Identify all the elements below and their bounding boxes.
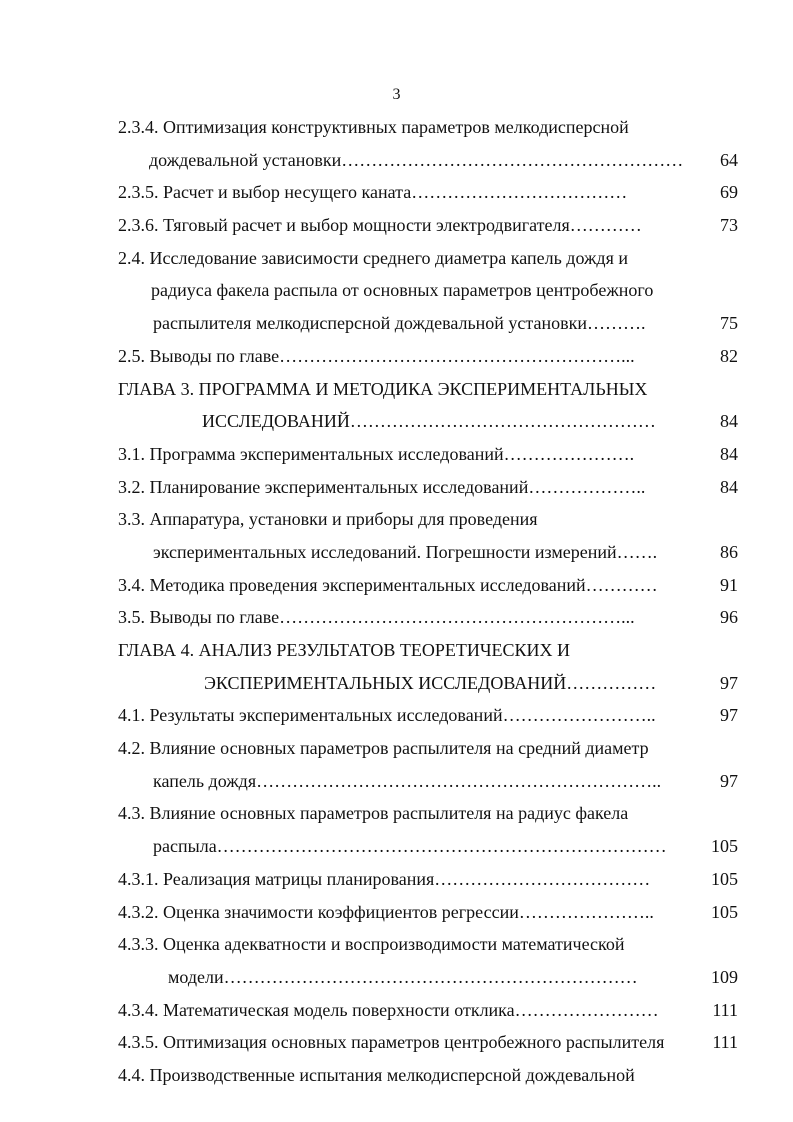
- toc-page: 105: [711, 836, 738, 857]
- toc-text: 4.1. Результаты экспериментальных исследований……………………..: [118, 705, 656, 726]
- toc-page: 84: [720, 476, 738, 497]
- toc-line-chapter-4-b: [118, 667, 738, 700]
- toc-text: 2.3.5. Расчет и выбор несущего каната………………………………: [118, 182, 628, 203]
- toc-line-chapter-3-a: [118, 373, 738, 406]
- toc-line-4-3-4: [118, 994, 738, 1027]
- toc-line-4-3-5: [118, 1026, 738, 1059]
- toc-text: ИССЛЕДОВАНИЙ……………………………………………: [202, 411, 656, 432]
- toc-text: распылителя мелкодисперсной дождевальной установки……….: [153, 313, 646, 334]
- toc-text: радиуса факела распыла от основных параметров центробежного: [151, 280, 654, 301]
- toc-text: дождевальной установки…………………………………………………: [149, 149, 684, 170]
- toc-line-chapter-4-a: [118, 634, 738, 667]
- toc-line-3-4: [118, 569, 738, 602]
- toc-line-2-3-4-a: [118, 111, 738, 144]
- toc-line-4-3-3-b: [118, 961, 738, 994]
- toc-text: 2.4. Исследование зависимости среднего диаметра капель дождя и: [118, 247, 629, 268]
- toc-text: 3.5. Выводы по главе…………………………………………………...: [118, 607, 635, 628]
- toc-page: 105: [711, 868, 738, 889]
- toc-text: 2.3.6. Тяговый расчет и выбор мощности электродвигателя…………: [118, 215, 642, 236]
- toc-line-4-3-2: [118, 896, 738, 929]
- toc-line-4-1: [118, 699, 738, 732]
- toc-line-2-4-a: [118, 242, 738, 275]
- toc-line-4-4: [118, 1059, 738, 1092]
- toc-line-2-3-6: [118, 209, 738, 242]
- toc-page: 97: [720, 770, 738, 791]
- toc-page: 105: [711, 901, 738, 922]
- toc-line-2-3-4-b: [118, 144, 738, 177]
- toc-text: 4.3.1. Реализация матрицы планирования………………………………: [118, 868, 651, 889]
- toc-page: 109: [711, 966, 738, 987]
- toc-text: ГЛАВА 3. ПРОГРАММА И МЕТОДИКА ЭКСПЕРИМЕНТАЛЬНЫХ: [118, 378, 648, 399]
- toc-page: 111: [712, 1032, 738, 1053]
- toc-text: ЭКСПЕРИМЕНТАЛЬНЫХ ИССЛЕДОВАНИЙ……………: [204, 672, 657, 693]
- toc-line-chapter-3-b: [118, 405, 738, 438]
- toc-text: распыла…………………………………………………………………: [153, 836, 667, 857]
- toc-text: 3.2. Планирование экспериментальных исследований………………..: [118, 476, 646, 497]
- toc-line-3-2: [118, 471, 738, 504]
- toc-text: 4.3.2. Оценка значимости коэффициентов регрессии…………………..: [118, 901, 654, 922]
- toc-page: 86: [720, 541, 738, 562]
- toc-text: 4.2. Влияние основных параметров распылителя на средний диаметр: [118, 738, 649, 759]
- toc-text: экспериментальных исследований. Погрешности измерений…….: [153, 541, 658, 562]
- toc-line-3-3-a: [118, 503, 738, 536]
- toc-line-3-3-b: [118, 536, 738, 569]
- toc-page: 97: [720, 672, 738, 693]
- toc-text: ГЛАВА 4. АНАЛИЗ РЕЗУЛЬТАТОВ ТЕОРЕТИЧЕСКИХ И: [118, 640, 571, 660]
- toc-page: 75: [720, 313, 738, 334]
- toc-line-4-3-b: [118, 830, 738, 863]
- toc-line-2-5: [118, 340, 738, 373]
- toc-line-3-5: [118, 601, 738, 634]
- toc-text: 3.4. Методика проведения экспериментальных исследований…………: [118, 574, 658, 595]
- toc-page: 82: [720, 345, 738, 366]
- toc-text: 3.3. Аппаратура, установки и приборы для проведения: [118, 509, 538, 530]
- toc-line-2-3-5: [118, 176, 738, 209]
- toc-line-4-2-b: [118, 765, 738, 798]
- toc-page: 96: [720, 607, 738, 628]
- toc-text: 4.4. Производственные испытания мелкодисперсной дождевальной: [118, 1064, 635, 1085]
- toc-line-2-4-b: [118, 274, 738, 307]
- toc-text: 3.1. Программа экспериментальных исследований………………….: [118, 443, 635, 464]
- toc-page: 97: [720, 705, 738, 726]
- toc-text: капель дождя…………………………………………………………..: [153, 770, 662, 791]
- toc-line-4-2-a: [118, 732, 738, 765]
- toc-text: 2.5. Выводы по главе…………………………………………………...: [118, 345, 635, 366]
- toc-text: модели……………………………………………………………: [168, 966, 638, 987]
- toc-line-4-3-3-a: [118, 928, 738, 961]
- toc-line-3-1: [118, 438, 738, 471]
- toc-text: 4.3. Влияние основных параметров распылителя на радиус факела: [118, 803, 629, 824]
- toc-page: 84: [720, 443, 738, 464]
- toc-line-4-3-a: [118, 797, 738, 830]
- toc-page: 111: [712, 999, 738, 1020]
- table-of-contents: [118, 111, 738, 1092]
- toc-text: 4.3.4. Математическая модель поверхности отклика……………………: [118, 999, 659, 1020]
- toc-text: 4.3.5. Оптимизация основных параметров центробежного распылителя: [118, 1032, 665, 1053]
- toc-page: 91: [720, 574, 738, 595]
- toc-page: 73: [720, 215, 738, 236]
- toc-page: 69: [720, 182, 738, 203]
- page-number: 3: [392, 86, 401, 103]
- toc-page: 64: [720, 149, 738, 170]
- toc-text: 4.3.3. Оценка адекватности и воспроизводимости математической: [118, 934, 625, 955]
- toc-line-2-4-c: [118, 307, 738, 340]
- toc-page: 84: [720, 411, 738, 432]
- toc-line-4-3-1: [118, 863, 738, 896]
- toc-text: 2.3.4. Оптимизация конструктивных параметров мелкодисперсной: [118, 117, 629, 137]
